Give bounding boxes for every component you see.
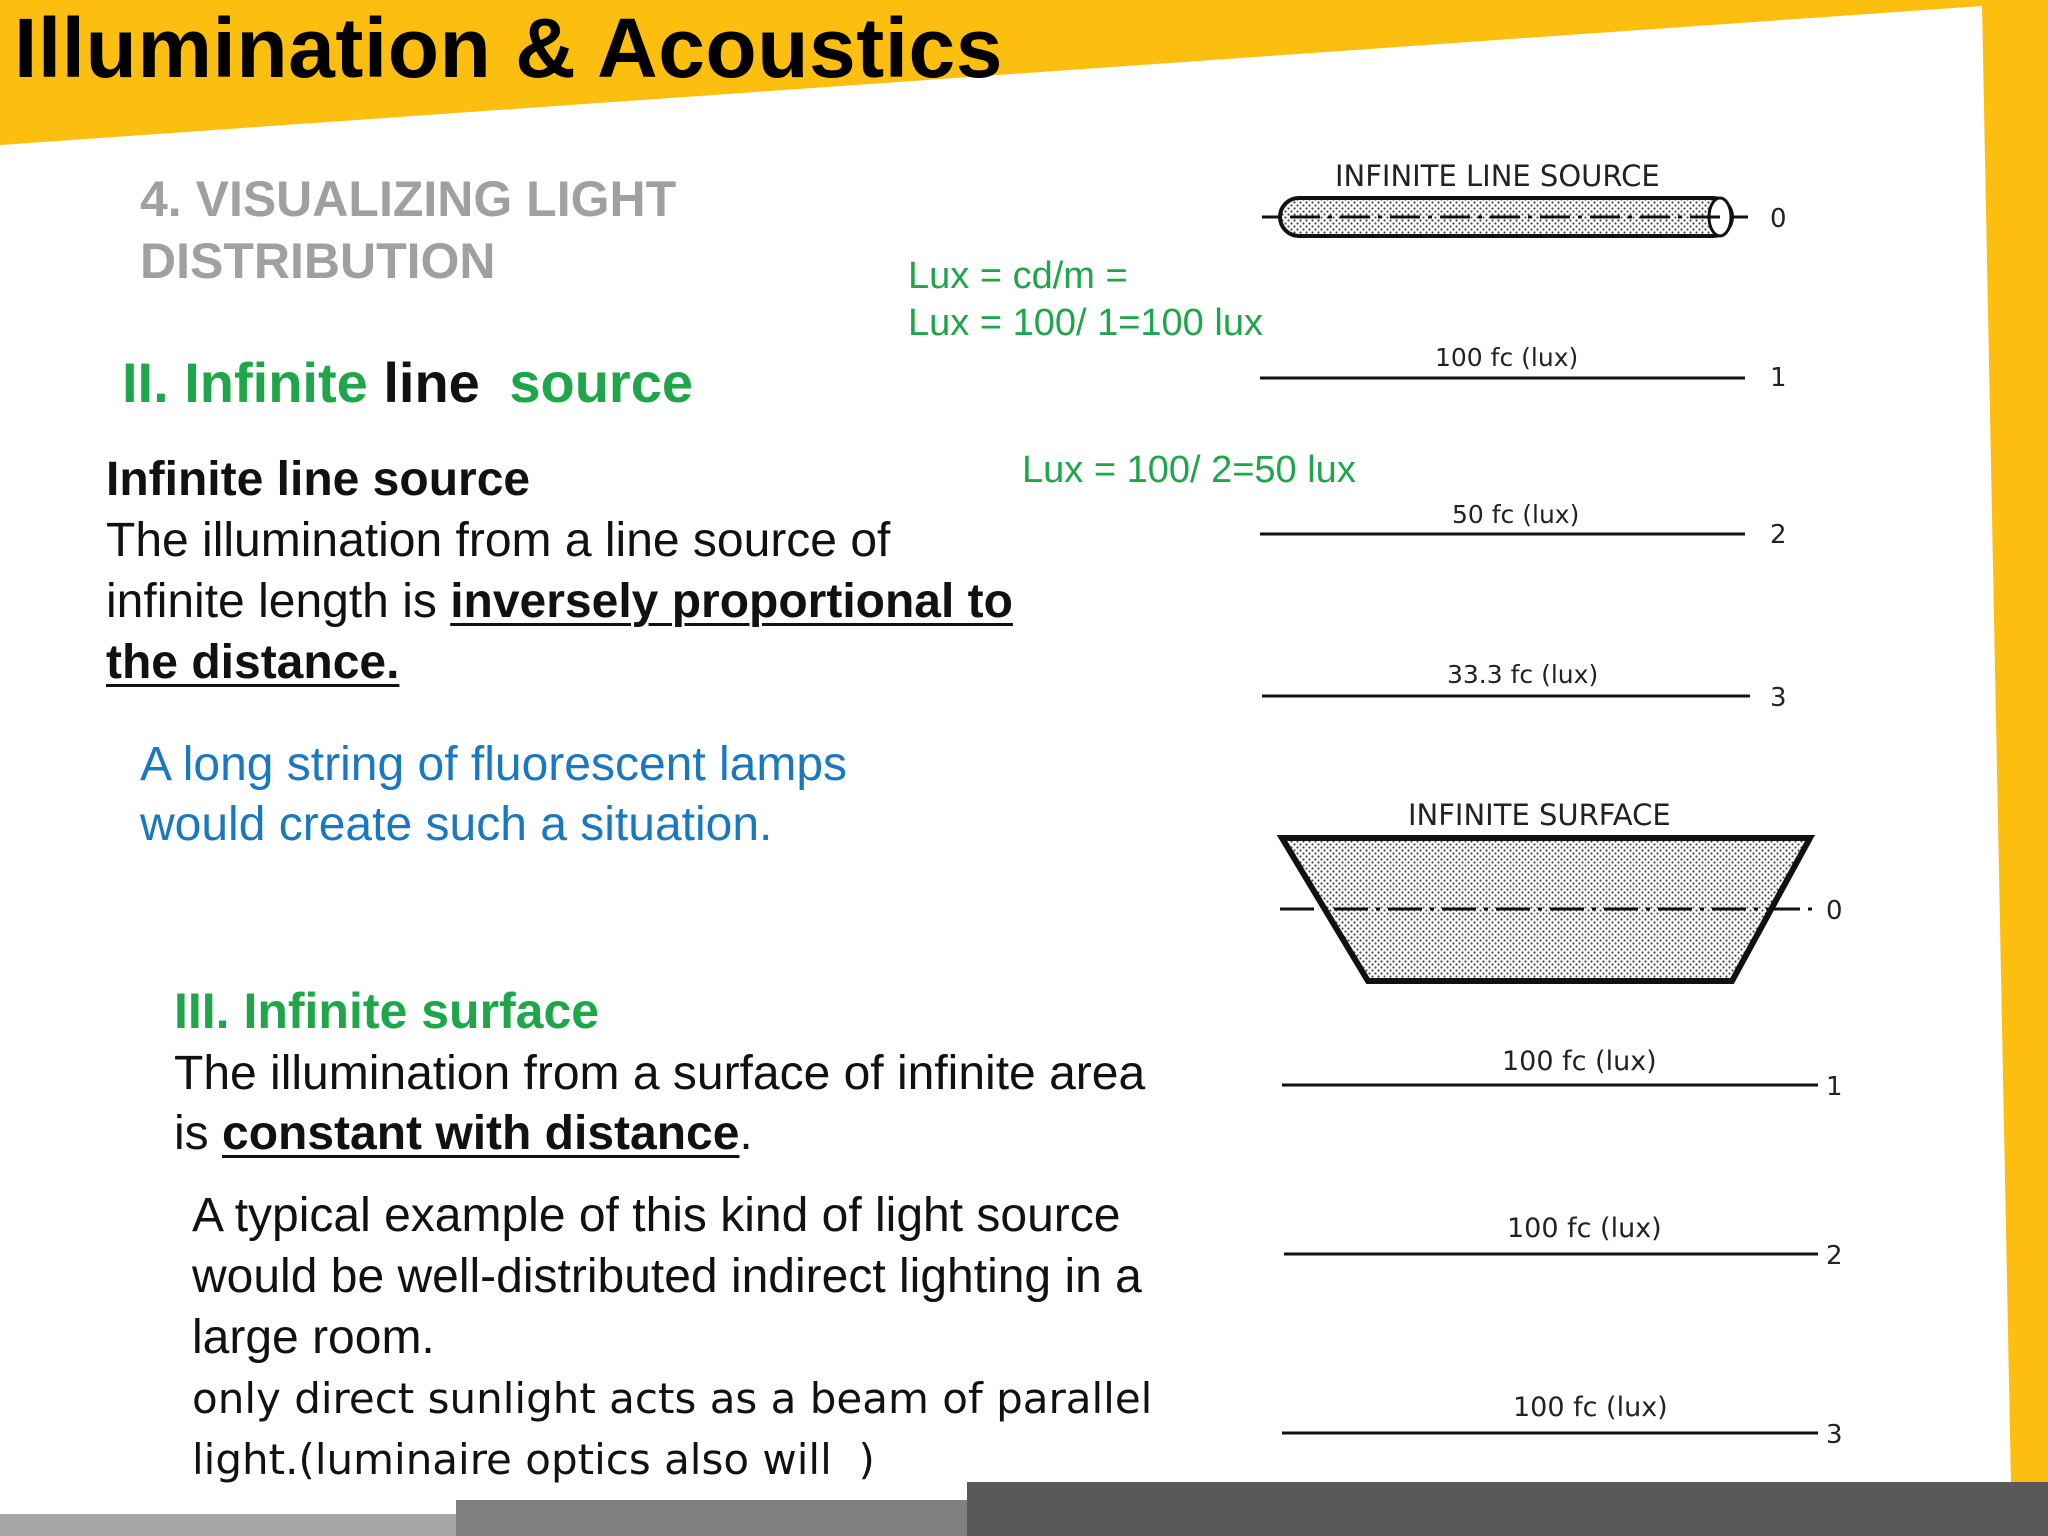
footer-bar-mid (456, 1500, 971, 1536)
line-source-text-prefix: infinite length is (106, 575, 451, 628)
line-source-diagram-title: INFINITE LINE SOURCE (1335, 159, 1660, 193)
section-heading-line1: 4. VISUALIZING LIGHT (140, 171, 677, 227)
tube-icon (1262, 198, 1748, 236)
line-source-example-line2: would create such a situation. (140, 798, 773, 851)
line-level-3-label: 33.3 fc (lux) (1447, 660, 1599, 689)
line-source-emphasis-1: inversely proportional to (450, 575, 1013, 628)
sunlight-note-line1: only direct sunlight acts as a beam of parallel (192, 1374, 1153, 1423)
line-source-diagram (1240, 148, 1800, 718)
line-level-1-label: 100 fc (lux) (1435, 343, 1579, 372)
surface-distance-2: 2 (1826, 1241, 1843, 1271)
line-source-text-line2 (106, 571, 1013, 632)
surface-example-line2: would be well-distributed indirect lighting in a (192, 1250, 1142, 1303)
surface-emphasis: constant with distance (222, 1107, 740, 1160)
surface-distance-3: 3 (1826, 1420, 1843, 1450)
surface-slab-icon (1280, 838, 1815, 981)
line-source-heading-part1: II. Infinite (122, 351, 368, 414)
line-source-heading-part2: line (383, 351, 480, 414)
line-source-example-line1: A long string of fluorescent lamps (140, 738, 848, 791)
surface-text-prefix: is (174, 1107, 222, 1160)
slide-title: Illumination & Acoustics (14, 1, 1003, 95)
surface-text-suffix: . (739, 1107, 753, 1160)
surface-example-line3: large room. (192, 1311, 435, 1364)
surface-text-line2 (174, 1104, 1145, 1164)
surface-example-line1: A typical example of this kind of light source (192, 1189, 1121, 1242)
surface-example (192, 1185, 1142, 1368)
line-source-heading-part3: source (509, 351, 693, 414)
line-source-text-line1: The illumination from a line source of (106, 514, 891, 567)
surface-distance-1: 1 (1826, 1072, 1843, 1102)
line-source-description (106, 449, 1013, 693)
surface-level-1-label: 100 fc (lux) (1502, 1046, 1657, 1077)
section-heading-line2: DISTRIBUTION (140, 233, 496, 289)
surface-diagram-title: INFINITE SURFACE (1408, 798, 1671, 832)
line-source-text-line3 (106, 632, 1013, 693)
surface-diagram (1270, 790, 1850, 1450)
footer-bar-light (0, 1514, 460, 1536)
footer-bar-dark (967, 1482, 2048, 1536)
line-distance-2: 2 (1770, 520, 1787, 550)
surface-heading: III. Infinite surface (174, 983, 600, 1039)
formula-distance-1: Lux = 100/ 1=100 lux (908, 302, 1263, 344)
section-heading (140, 168, 676, 292)
sunlight-note (192, 1368, 1152, 1490)
surface-description (174, 1044, 1145, 1164)
formula-block (908, 253, 1263, 347)
line-distance-1: 1 (1770, 363, 1787, 393)
surface-level-2-label: 100 fc (lux) (1507, 1213, 1662, 1244)
line-distance-3: 3 (1770, 683, 1787, 713)
surface-distance-0: 0 (1826, 896, 1843, 926)
line-source-example (140, 735, 847, 855)
line-level-2-label: 50 fc (lux) (1452, 500, 1580, 529)
formula-distance-2: Lux = 100/ 2=50 lux (1022, 449, 1356, 491)
line-distance-0: 0 (1770, 204, 1787, 234)
line-source-emphasis-2: the distance. (106, 636, 400, 689)
formula-general: Lux = cd/m = (908, 255, 1128, 297)
surface-text-line1: The illumination from a surface of infinite area (174, 1047, 1146, 1100)
line-source-subheading: Infinite line source (106, 453, 531, 506)
line-source-heading (122, 350, 693, 415)
surface-level-3-label: 100 fc (lux) (1513, 1392, 1668, 1423)
sunlight-note-line2: light.(luminaire optics also will ) (192, 1435, 875, 1484)
